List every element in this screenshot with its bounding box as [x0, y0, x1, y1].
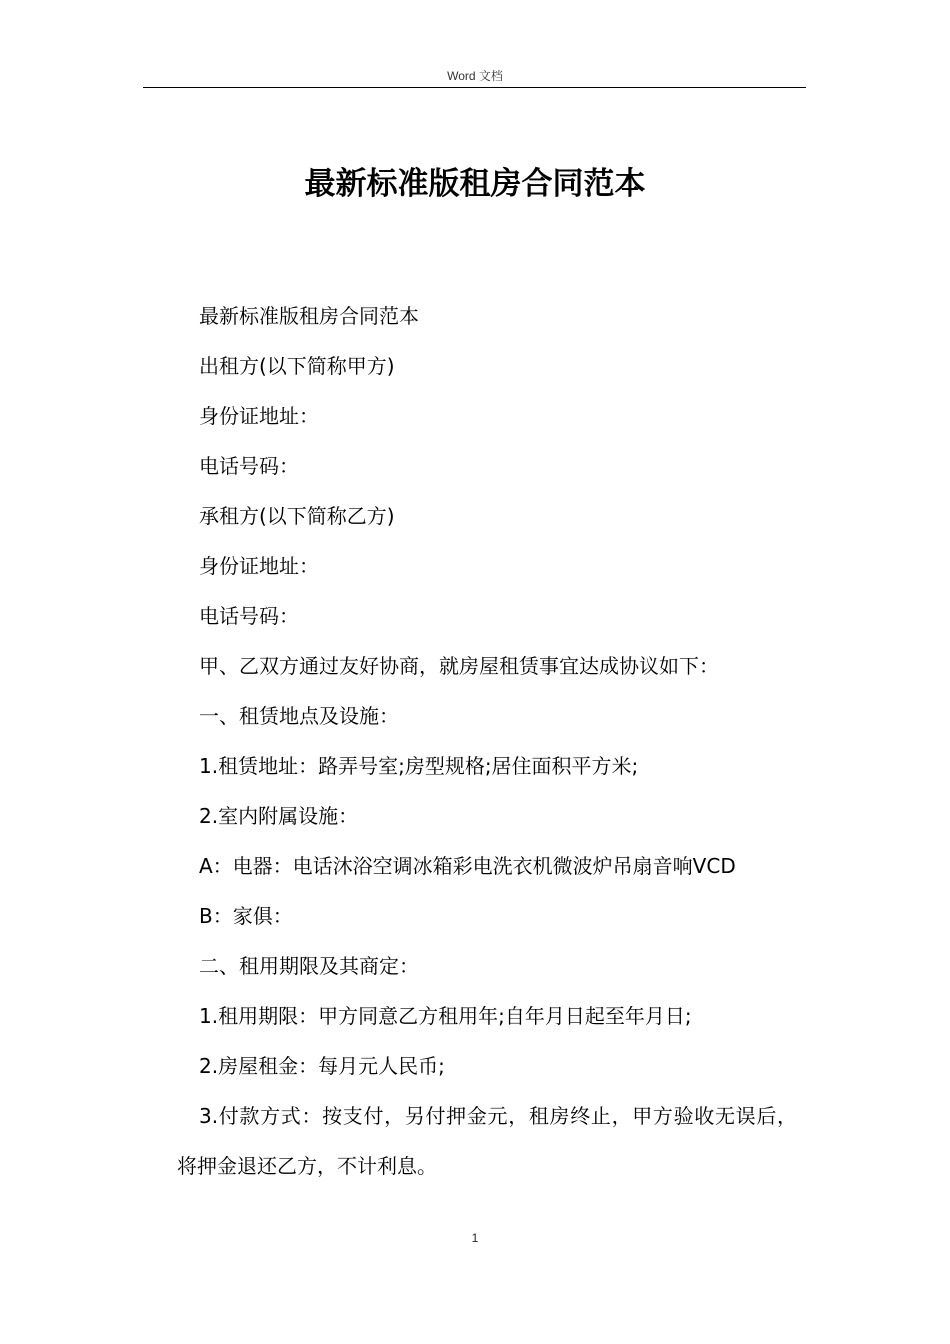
paragraph-agreement-intro: 甲、乙双方通过友好协商，就房屋租赁事宜达成协议如下： — [199, 654, 719, 678]
paragraph-furniture: B：家俱： — [199, 904, 293, 928]
header-divider — [143, 87, 806, 88]
paragraph-lessor-id-address: 身份证地址： — [199, 404, 319, 428]
paragraph-lease-address: 1.租赁地址：路弄号室;房型规格;居住面积平方米; — [199, 754, 639, 778]
document-title: 最新标准版租房合同范本 — [304, 166, 646, 202]
section-heading-2: 二、租用期限及其商定： — [199, 954, 419, 978]
document-body — [177, 291, 797, 1191]
paragraph-lessee-phone: 电话号码： — [199, 604, 299, 628]
paragraph-rent: 2.房屋租金：每月元人民币; — [199, 1054, 445, 1078]
paragraph-lessor: 出租方(以下简称甲方) — [199, 354, 395, 378]
paragraph-lease-term: 1.租用期限：甲方同意乙方租用年;自年月日起至年月日; — [199, 1004, 692, 1028]
paragraph-facilities: 2.室内附属设施： — [199, 804, 359, 828]
paragraph-lessee-id-address: 身份证地址： — [199, 554, 319, 578]
paragraph-payment-method: 3.付款方式：按支付，另付押金元，租房终止，甲方验收无误后，将押金退还乙方，不计利息。 — [177, 1104, 797, 1178]
section-heading-1: 一、租赁地点及设施： — [199, 704, 399, 728]
page-number: 1 — [471, 1231, 479, 1245]
paragraph-lessee: 承租方(以下简称乙方) — [199, 504, 395, 528]
paragraph-doc-name: 最新标准版租房合同范本 — [199, 304, 419, 328]
paragraph-lessor-phone: 电话号码： — [199, 454, 299, 478]
paragraph-appliances: A：电器：电话沐浴空调冰箱彩电洗衣机微波炉吊扇音响VCD — [199, 854, 736, 878]
page-header-label: Word 文档 — [447, 69, 503, 83]
